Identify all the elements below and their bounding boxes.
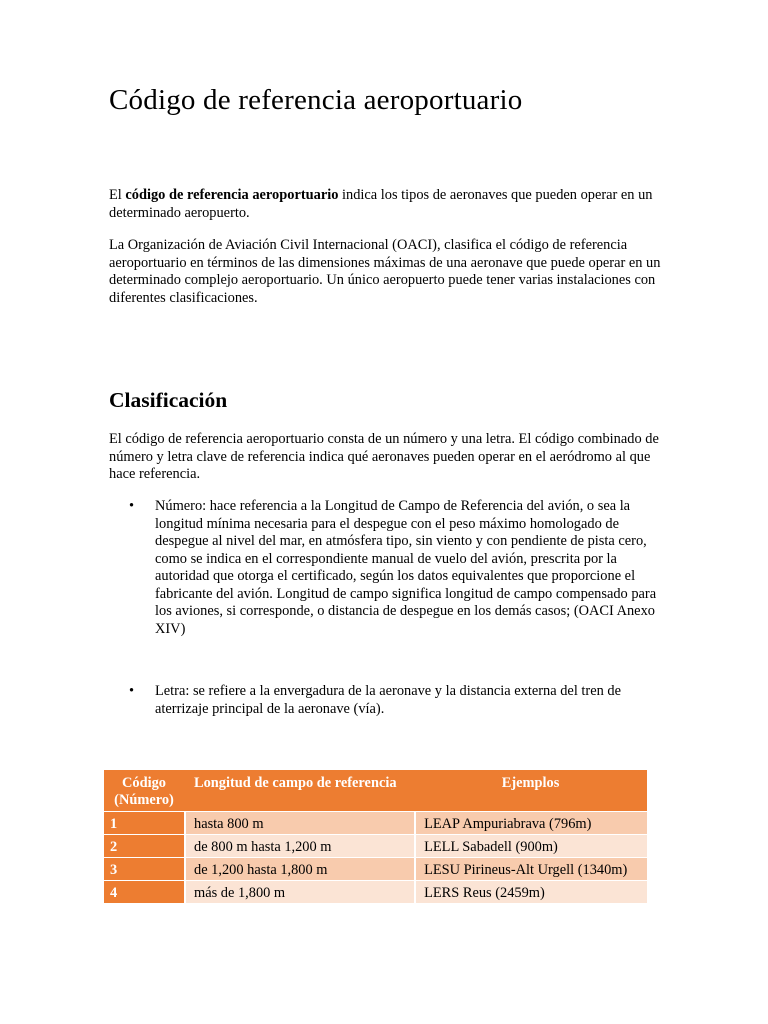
cell-code: 2 xyxy=(104,834,184,857)
cell-example: LELL Sabadell (900m) xyxy=(414,834,647,857)
bullet-text-letra: Letra: se refiere a la envergadura de la aeronave y la distancia externa del tren de aterrizaje principal de la aeronave (vía). xyxy=(155,683,621,717)
cell-code: 1 xyxy=(104,811,184,834)
header-ejemplos: Ejemplos xyxy=(414,770,647,811)
intro-rest: indica los tipos de aeronaves que pueden operar en un determinado aeropuerto. xyxy=(109,187,653,221)
intro-bold-term: código de referencia aeroportuario xyxy=(125,187,339,203)
table-header-row xyxy=(104,770,647,811)
bullet-icon: • xyxy=(129,683,135,699)
classification-paragraph: El código de referencia aeroportuario consta de un número y una letra. El código combinado de número y letra clave de referencia indica qué aeronaves pueden operar en el aeródromo al que hace referencia. xyxy=(109,431,659,482)
cell-example: LEAP Ampuriabrava (796m) xyxy=(414,811,647,834)
cell-code: 3 xyxy=(104,857,184,880)
bullet-text-numero: Número: hace referencia a la Longitud de Campo de Referencia del avión, o sea la longitud mínima necesaria para el despegue con el peso máximo homologado de despegue al nivel del mar, en atmósfera tipo, sin viento y con pendiente de pista cero, como se indica en el correspondiente manual de vuelo del avión, prescrita por la autoridad que otorga el certificado, según los datos equivalentes que proporcione el fabricante del avión. Longitud de campo significa longitud de campo compensado para los aviones, si corresponde, o distancia de despegue en los demás casos; (OACI Anexo XIV) xyxy=(155,498,657,637)
intro-paragraph-1 xyxy=(109,187,661,222)
header-codigo: Código (Número) xyxy=(104,770,184,811)
cell-length: más de 1,800 m xyxy=(184,880,414,903)
table-row xyxy=(104,811,647,834)
intro-prefix: El xyxy=(109,187,126,203)
table-row xyxy=(104,857,647,880)
table-row xyxy=(104,834,647,857)
section-heading: Clasificación xyxy=(109,388,228,412)
bullet-icon: • xyxy=(129,498,135,514)
cell-length: hasta 800 m xyxy=(184,811,414,834)
header-longitud: Longitud de campo de referencia xyxy=(184,770,414,811)
page-title: Código de referencia aeroportuario xyxy=(109,84,523,116)
table-row xyxy=(104,880,647,903)
cell-example: LESU Pirineus-Alt Urgell (1340m) xyxy=(414,857,647,880)
cell-example: LERS Reus (2459m) xyxy=(414,880,647,903)
cell-length: de 1,200 hasta 1,800 m xyxy=(184,857,414,880)
cell-length: de 800 m hasta 1,200 m xyxy=(184,834,414,857)
cell-code: 4 xyxy=(104,880,184,903)
reference-code-table xyxy=(104,770,647,903)
intro-paragraph-2: La Organización de Aviación Civil Internacional (OACI), clasifica el código de referencia aeroportuario en términos de las dimensiones máximas de una aeronave que puede operar en un determinado complejo aeroportuario. Un único aeropuerto puede tener varias instalaciones con diferentes clasificaciones. xyxy=(109,237,661,306)
